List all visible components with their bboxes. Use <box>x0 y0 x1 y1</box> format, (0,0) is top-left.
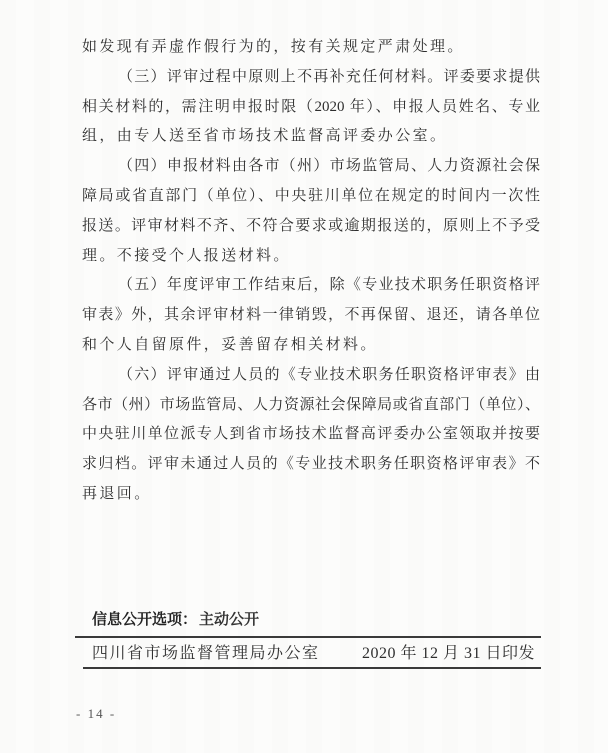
text-line: （三）评审过程中原则上不再补充任何材料。评委要求提供 <box>118 68 540 85</box>
issuer-line <box>92 642 535 665</box>
text-line: 如发现有弄虚作假行为的，按有关规定严肃处理。 <box>82 39 465 55</box>
text-line: （五）年度评审工作结束后，除《专业技术职务任职资格评 <box>118 277 540 294</box>
text-line: 各市（州）市场监管局、人力资源社会保障局或省直部门（单位）、 <box>82 396 540 413</box>
body-text <box>82 33 540 510</box>
text-line: 障局或省直部门（单位）、中央驻川单位在规定的时间内一次性 <box>82 187 540 204</box>
text-line: 和个人自留原件，妥善留存相关材料。 <box>82 336 378 353</box>
text-line: 再退回。 <box>82 485 152 502</box>
footer-divider-bottom <box>83 667 541 669</box>
footer-divider-top <box>75 636 541 638</box>
text-line: 相关材料的，需注明申报时限（2020 年）、申报人员姓名、专业 <box>82 98 540 115</box>
text-line: 审表》外，其余评审材料一律销毁，不再保留、退还，请各单位 <box>82 307 540 324</box>
disclosure-label: 信息公开选项： <box>92 611 198 628</box>
text-line: （六）评审通过人员的《专业技术职务任职资格评审表》由 <box>118 366 540 383</box>
text-line: 求归档。评审未通过人员的《专业技术职务任职资格评审表》不 <box>82 456 540 473</box>
page-number: - 14 - <box>76 706 117 721</box>
text-line: 理。不接受个人报送材料。 <box>82 247 291 264</box>
text-line: （四）申报材料由各市（州）市场监管局、人力资源社会保 <box>118 158 540 175</box>
disclosure-value: 主动公开 <box>199 612 260 628</box>
text-line: 报送。评审材料不齐、不符合要求或逾期报送的，原则上不予受 <box>82 217 540 234</box>
issuing-office: 四川省市场监督管理局办公室 <box>92 645 320 662</box>
disclosure-line <box>92 609 259 631</box>
text-line: 中央驻川单位派专人到省市场技术监督高评委办公室领取并按要 <box>82 426 540 443</box>
text-line: 组，由专人送至省市场技术监督高评委办公室。 <box>82 128 448 145</box>
print-date: 2020 年 12 月 31 日印发 <box>361 645 535 662</box>
